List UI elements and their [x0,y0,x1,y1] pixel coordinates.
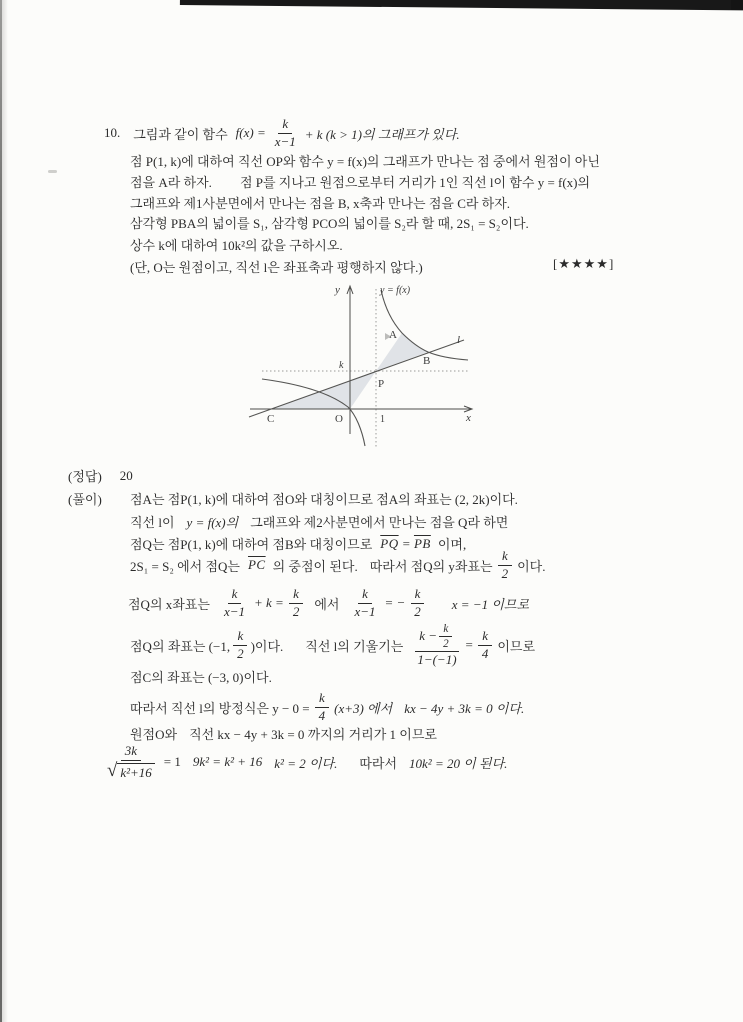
fraction-k-over-2: $\frac{k}{2}$ [498,549,513,581]
answer-row [68,466,133,485]
problem-line-4: 그래프와 제1사분면에서 만나는 점을 B, x축과 만나는 점을 C라 하자. [130,196,511,211]
problem-line-1-text: 그림과 같이 함수 [133,126,228,142]
segment-PC-overline: $\overline{PC}$ [247,557,266,572]
sqrt-expression: √ k²+16 [107,763,155,780]
problem-line-6: 상수 k에 대하여 10k²의 값을 구하시오. [130,238,343,253]
fraction-k-over-x-minus-1: $\frac{k}{x-1}$ [223,586,245,619]
fraction-k-over-x-minus-1: $\frac{k}{x-1}$ [354,586,376,619]
figure-label-k: k [339,360,344,371]
scan-edge-top [180,0,743,11]
problem-condition: (단, O는 원점이고, 직선 l은 좌표축과 평행하지 않다.) [130,260,423,275]
answer-value: 20 [119,467,133,483]
fraction-k-over-2-nested: $\frac{k}{2}$ [439,623,453,650]
problem-line-2: 점 P(1, k)에 대하여 직선 OP와 함수 y = f(x)의 그래프가 만나는 점 중에서 원점이 아닌 [130,154,600,169]
solution-line-9: 원점O와 직선 kx − 4y + 3k = 0 까지의 거리가 1 이므로 [130,727,437,742]
answer-label: (정답) [68,469,102,484]
solution-line-4: 2S₁ = S₂ 에서 점Q는 $\overline{PC}$ 의 중점이 된다. 따라서 점Q의 y좌표는 $\frac{k}{2}$ 이다. [130,548,546,581]
solution-line-2: 직선 l이 y = f(x)의 그래프와 제2사분면에서 만나는 점을 Q라 하면 [130,515,509,530]
difficulty-rating: [★★★★] [553,256,615,271]
figure-label-C: C [267,413,275,425]
fraction-k-over-4: $\frac{k}{4}$ [315,691,330,723]
figure-label-line-l: l [457,334,461,346]
shaded-region-PAB [376,333,431,371]
problem-line-1 [104,116,460,150]
solution-line-1: 점A는 점P(1, k)에 대하여 점O와 대칭이므로 점A의 좌표는 (2, 2k)이다. [130,492,518,507]
fraction-slope: k − $\frac{k}{2}$ 1−(−1) [413,623,460,668]
scan-edge-top-corner [731,0,743,10]
figure-label-O: O [335,413,343,425]
solution-line-10: 3k √ k²+16 = 1 9k² = k² + 16 k² = 2 이다. 따라서 10k² = 20 이 된다. [98,741,507,783]
figure-label-1: 1 [380,414,385,425]
figure-label-P: P [378,378,385,390]
solution-line-8: 따라서 직선 l의 방정식은 y − 0 = $\frac{k}{4}$ (x+3) 에서 kx − 4y + 3k = 0 이다. [130,690,525,723]
problem-figure [240,282,476,452]
figure-label-curve: y = f(x) [380,285,411,296]
solution-line-7: 점C의 좌표는 (−3, 0)이다. [130,670,272,685]
figure-label-y: y [335,284,340,296]
problem-number: 10. [104,125,121,140]
problem-line-3: 점을 A라 하자. 점 P를 지나고 원점으로부터 거리가 1인 직선 l이 함수 y = f(x)의 [130,175,591,190]
solution-line-6: 점Q의 좌표는 (−1, $\frac{k}{2}$ )이다. 직선 l의 기울기는 k − $\frac{k}{2}$ 1−(−1) = $\frac{k}{4}$ 이므로 [130,622,536,667]
fraction-k-over-4: $\frac{k}{4}$ [478,629,493,661]
scan-edge-left-fade [2,0,8,1022]
scan-smudge [48,170,57,173]
fraction-distance: 3k √ k²+16 [103,744,159,780]
solution-label: (풀이) [68,492,102,507]
solution-line-3: 점Q는 점P(1, k)에 대하여 점B와 대칭이므로 $\overline{PQ}$ = $\overline{PB}$ 이며, [130,535,467,552]
fraction-k-over-2: $\frac{k}{2}$ [289,587,304,619]
function-lhs: f(x) = [235,125,266,140]
figure-label-x: x [466,412,471,424]
function-rhs: + k (k > 1)의 그래프가 있다. [304,126,460,142]
figure-label-A: A [389,329,397,341]
segment-PQ-overline: $\overline{PQ}$ [380,535,399,551]
solution-line-5: 점Q의 x좌표는 $\frac{k}{x-1}$ + k = $\frac{k}{2}$ 에서 $\frac{k}{x-1}$ = − $\frac{k}{2}$ x = −1 이므로 [128,586,530,619]
problem-line-5: 삼각형 PBA의 넓이를 S₁, 삼각형 PCO의 넓이를 S₂라 할 때, 2S₁ = S₂이다. [130,216,529,231]
segment-PB-overline: $\overline{PB}$ [413,535,431,551]
fraction-k-over-2: $\frac{k}{2}$ [410,587,425,619]
line-l [249,340,464,417]
figure-label-B: B [423,355,431,367]
fraction-k-over-x-minus-1: $\frac{k}{x-1}$ [274,116,296,149]
fraction-k-over-2: $\frac{k}{2}$ [233,629,248,661]
